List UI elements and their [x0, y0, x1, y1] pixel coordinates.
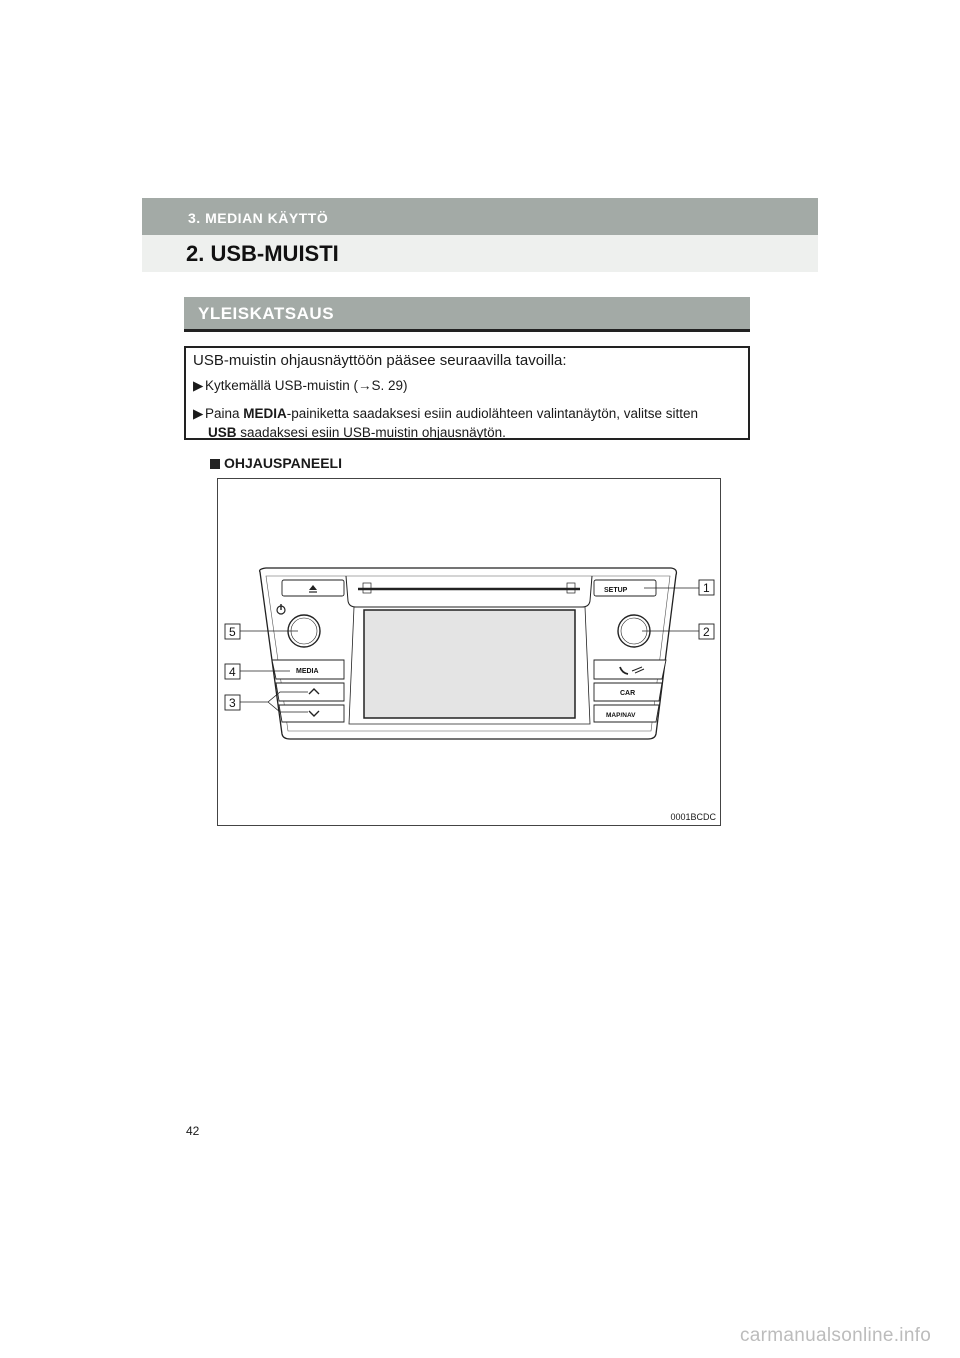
figure-id: 0001BCDC	[670, 812, 716, 822]
subsection-heading	[210, 455, 342, 471]
map-nav-button: MAP/NAV	[606, 712, 636, 719]
setup-button: SETUP	[604, 587, 628, 594]
bullet-arrow-icon: ▶	[193, 406, 204, 421]
info-item-2-pre: Paina	[205, 406, 244, 421]
chapter-header	[142, 198, 818, 235]
info-item-2-post: saadaksesi esiin USB-muistin ohjausnäytön.	[236, 425, 506, 440]
info-item-2-mid: -painiketta saadaksesi esiin audiolähteen valintanäytön, valitse sitten	[286, 406, 699, 421]
info-item-2-usb: USB	[208, 425, 237, 440]
callout-2: 2	[703, 625, 710, 639]
info-lead: USB-muistin ohjausnäyttöön pääsee seuraavilla tavoilla:	[193, 352, 567, 369]
info-item-1	[193, 378, 408, 394]
info-box	[184, 346, 750, 440]
info-item-2	[193, 404, 743, 442]
control-panel-illustration	[218, 479, 720, 825]
callout-5: 5	[229, 625, 236, 639]
bullet-arrow-icon: ▶	[193, 378, 204, 393]
page-number: 42	[186, 1124, 200, 1138]
callout-1: 1	[703, 581, 710, 595]
chapter-title: 3. MEDIAN KÄYTTÖ	[188, 210, 329, 226]
control-panel-figure	[217, 478, 721, 826]
info-item-1-text: Kytkemällä USB-muistin (→S. 29)	[205, 378, 408, 393]
page-title: 2. USB-MUISTI	[186, 241, 339, 266]
subsection-title: OHJAUSPANEELI	[224, 455, 342, 471]
square-bullet-icon	[210, 459, 220, 469]
title-header	[142, 235, 818, 272]
callout-4: 4	[229, 665, 236, 679]
section-header	[184, 297, 750, 332]
callout-3: 3	[229, 696, 236, 710]
info-item-2-media: MEDIA	[243, 406, 287, 421]
media-button: MEDIA	[296, 668, 319, 675]
car-button: CAR	[620, 690, 636, 697]
watermark: carmanualsonline.info	[740, 1325, 932, 1346]
section-title: YLEISKATSAUS	[198, 304, 335, 323]
